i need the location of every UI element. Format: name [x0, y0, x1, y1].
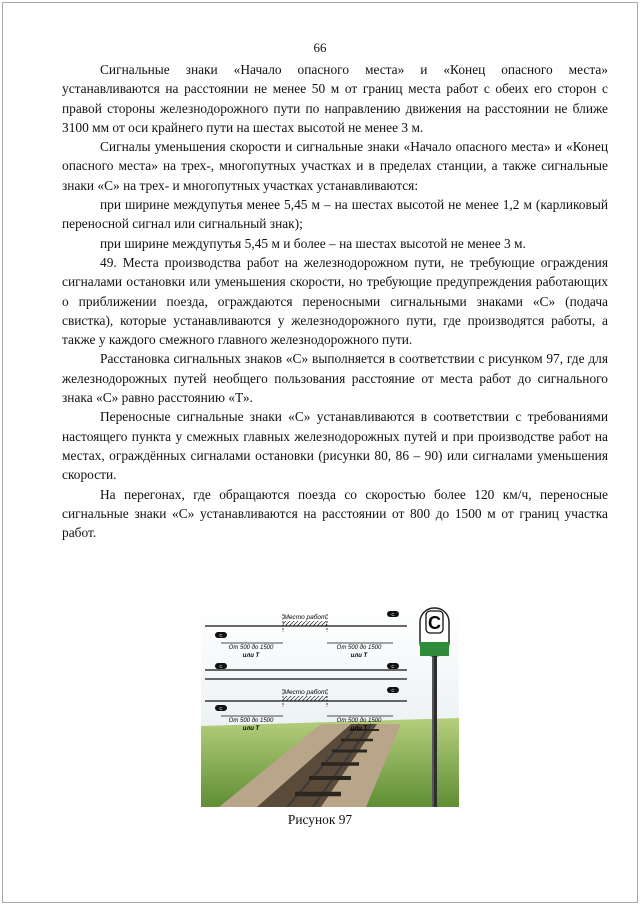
distance-alt-label: или Т [242, 653, 260, 659]
distance-label: От 500 до 1500 [336, 645, 382, 651]
work-place-label: Место работ [283, 689, 327, 696]
signal-placement-diagram [201, 606, 459, 807]
svg-text:С: С [391, 688, 395, 693]
figure-caption: Рисунок 97 [287, 812, 353, 827]
svg-text:С: С [219, 664, 223, 669]
work-place-label: Место работ [283, 614, 327, 621]
distance-label: От 500 до 1500 [228, 645, 274, 651]
signal-marker [215, 663, 227, 669]
signal-marker [387, 687, 399, 693]
sign-letter: С [428, 613, 441, 633]
signal-marker [387, 663, 399, 669]
distance-alt-label: или Т [242, 726, 260, 732]
paragraph: Расстановка сигнальных знаков «С» выполняется в соответствии с рисунком 97, где для железнодорожных путей необщего пользования расстояние от места работ до сигнального знака «С» равно расстоянию «Т». [62, 351, 608, 406]
signal-marker [215, 705, 227, 711]
work-zone [283, 696, 327, 701]
distance-alt-label: или Т [350, 726, 368, 732]
signal-marker [215, 632, 227, 638]
paragraph: Переносные сигнальные знаки «С» устанавливаются в соответствии с требованиями настоящего пункта у смежных главных железнодорожных путей и при производстве работ на местах, ограждённых сигналами остановки (рисунки 80, 86 – 90) или сигналами уменьшения скорости. [62, 409, 608, 483]
page-number: 66 [313, 40, 327, 55]
svg-text:С: С [391, 664, 395, 669]
paragraph: На перегонах, где обращаются поезда со скоростью более 120 км/ч, переносные сигнальные знаки «С» устанавливаются на расстоянии от 800 до 1500 м от границ участка работ. [62, 486, 608, 541]
distance-alt-label: или Т [350, 653, 368, 659]
paragraph: Сигнальные знаки «Начало опасного места» и «Конец опасного места» устанавливаются на расстоянии не менее 50 м от границ места работ с обеих его сторон с правой стороны железнодорожного пути по направлению движения на расстоянии не ближе 3100 мм от оси крайнего пути на шестах высотой не менее 3 м. [62, 62, 608, 135]
paragraph: Сигналы уменьшения скорости и сигнальные знаки «Начало опасного места» и «Конец опасного места» на трех-, многопутных участках и в пределах станции, а также сигнальные знаки «С» на трех- и многопутных участках устанавливаются: [62, 139, 608, 193]
svg-text:С: С [219, 633, 223, 638]
svg-text:С: С [391, 612, 395, 617]
svg-text:С: С [219, 706, 223, 711]
figure-97 [201, 606, 459, 807]
paragraph: при ширине междупутья 5,45 м и более – на шестах высотой не менее 3 м. [100, 235, 526, 251]
distance-label: От 500 до 1500 [228, 718, 274, 724]
distance-label: От 500 до 1500 [336, 718, 382, 724]
signal-marker [387, 611, 399, 617]
paragraph: при ширине междупутья менее 5,45 м – на шестах высотой не менее 1,2 м (карликовый переносной сигнал или сигнальный знак); [62, 197, 608, 232]
paragraph: 49. Места производства работ на железнодорожном пути, не требующие ограждения сигналами остановки или уменьшения скорости, но требующие предупреждения работающих о приближении поезда, ограждаются переносными сигнальными знаками «С» (подача свистка), которые устанавливаются у железнодорожного пути, где производятся работы, а также у каждого смежного главного железнодорожного пути. [62, 254, 608, 348]
body-text [62, 60, 608, 542]
work-zone [283, 621, 327, 626]
